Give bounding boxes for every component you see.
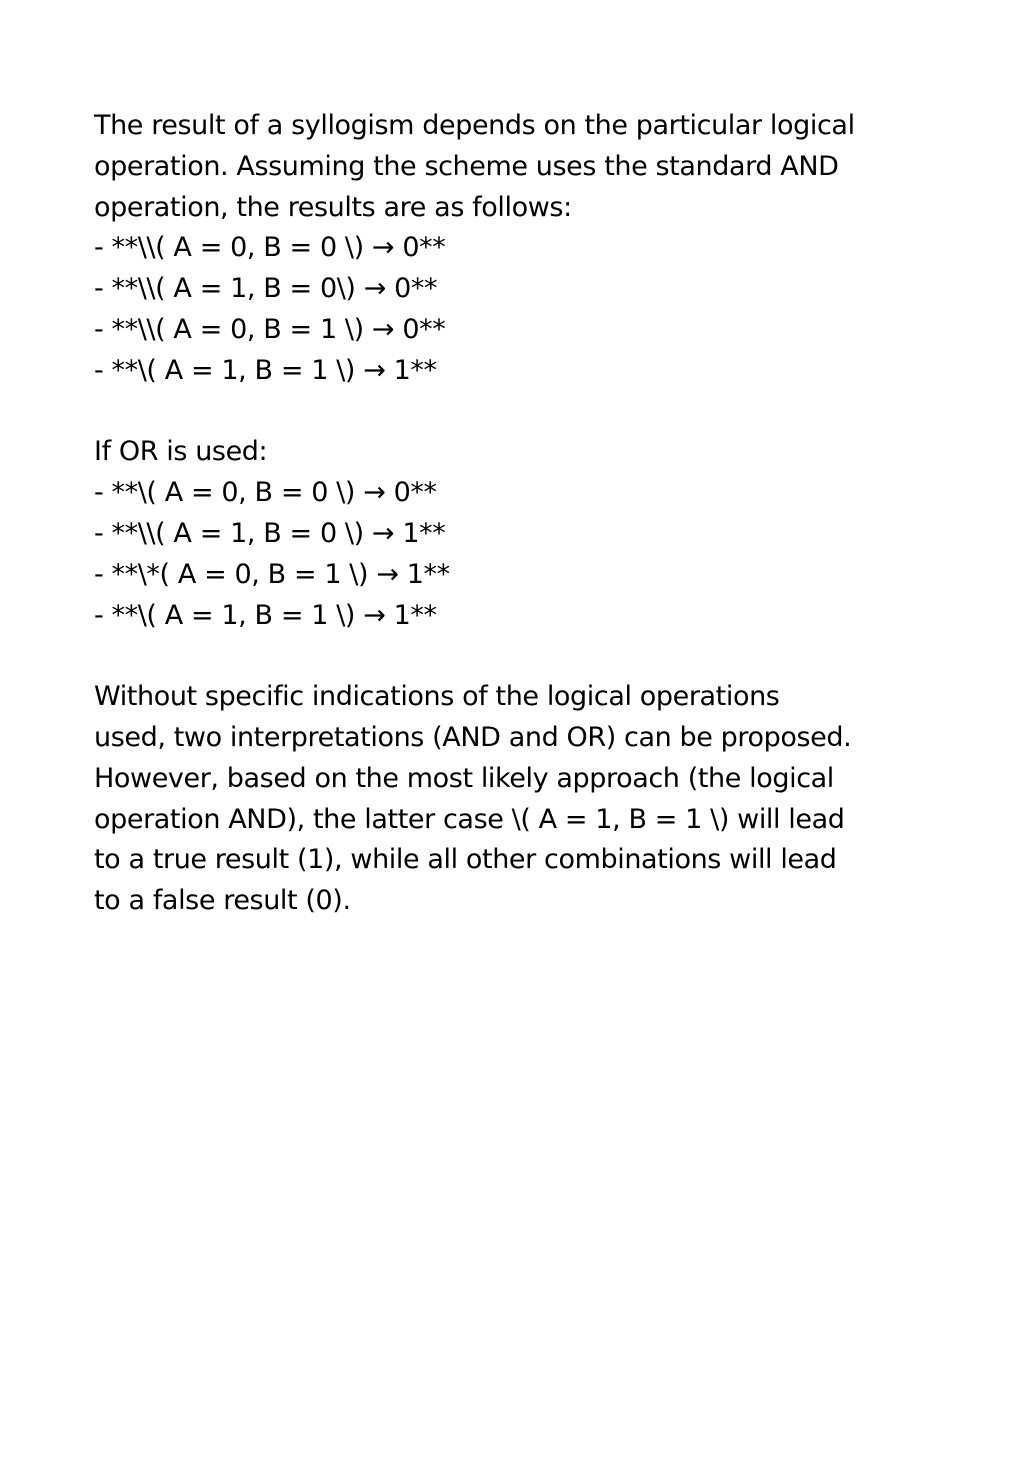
intro-line: The result of a syllogism depends on the particular logical bbox=[94, 110, 855, 141]
intro-line: operation, the results are as follows: bbox=[94, 191, 572, 223]
intro-line: operation. Assuming the scheme uses the standard AND bbox=[94, 150, 839, 182]
or-heading: If OR is used: bbox=[94, 436, 268, 468]
and-result-item: - **\( A = 1, B = 1 \) → 1** bbox=[94, 354, 437, 386]
or-result-item: - **\*( A = 0, B = 1 \) → 1** bbox=[94, 558, 450, 590]
and-result-item: - **\\( A = 1, B = 0\) → 0** bbox=[94, 273, 438, 305]
conclusion-line: operation AND), the latter case \( A = 1, B = 1 \) will lead bbox=[94, 803, 845, 835]
conclusion-line: used, two interpretations (AND and OR) can be proposed. bbox=[94, 721, 852, 753]
and-result-item: - **\\( A = 0, B = 0 \) → 0** bbox=[94, 232, 446, 264]
paragraph-spacer bbox=[94, 636, 924, 677]
paragraph-spacer bbox=[94, 392, 924, 433]
and-result-item: - **\\( A = 0, B = 1 \) → 0** bbox=[94, 313, 446, 345]
intro-paragraph bbox=[94, 106, 924, 228]
conclusion-line: to a true result (1), while all other combinations will lead bbox=[94, 844, 837, 876]
document-body bbox=[94, 106, 924, 922]
conclusion-line: Without specific indications of the logical operations bbox=[94, 681, 780, 713]
conclusion-line: to a false result (0). bbox=[94, 885, 351, 917]
conclusion-paragraph bbox=[94, 677, 924, 922]
and-results-list bbox=[94, 228, 924, 391]
or-result-item: - **\( A = 0, B = 0 \) → 0** bbox=[94, 477, 437, 509]
or-result-item: - **\\( A = 1, B = 0 \) → 1** bbox=[94, 517, 446, 549]
or-result-item: - **\( A = 1, B = 1 \) → 1** bbox=[94, 599, 437, 631]
or-results-list bbox=[94, 473, 924, 636]
conclusion-line: However, based on the most likely approach (the logical bbox=[94, 762, 834, 794]
